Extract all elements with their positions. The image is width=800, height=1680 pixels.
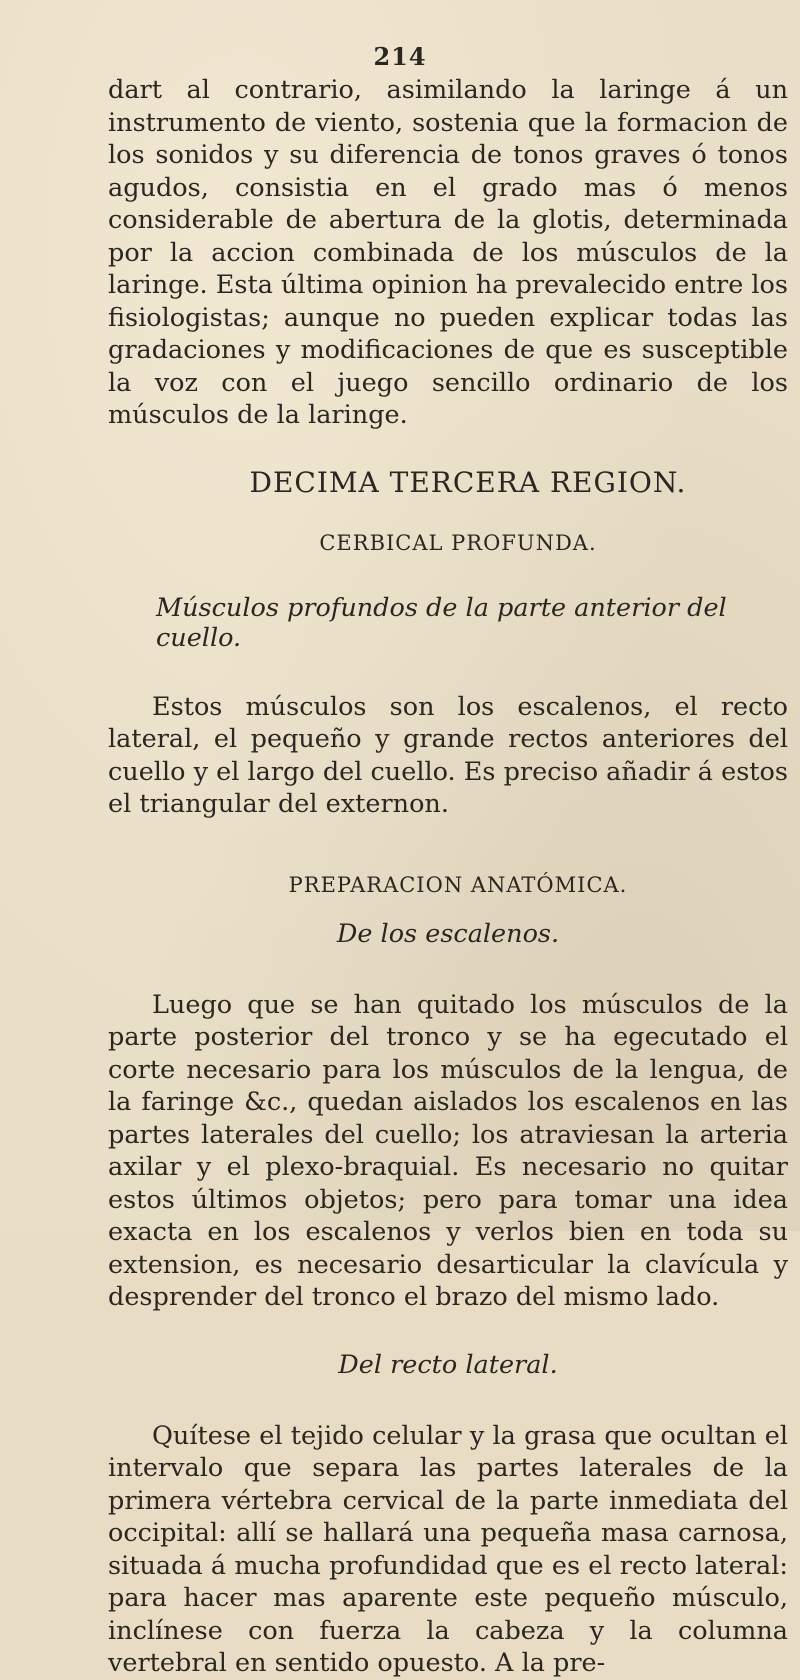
section-heading-region: DECIMA TERCERA REGION. — [249, 465, 687, 499]
section-heading-preparation: PREPARACION ANATÓMICA. — [288, 872, 628, 897]
section-heading-muscles: Músculos profundos de la parte anterior del cuello. — [156, 592, 727, 653]
paragraph-continuation: dart al contrario, asimilando la laringe á un instrumento de viento, sostenia que la formacion de los sonidos y su diferencia de tonos graves ó tonos agudos, consistia en el grado mas ó menos considerable de abertura de la glotis, determinada por la accion combinada de los músculos de la laringe. Esta última opinion ha prevalecido entre los fisiologistas; aunque no pueden explicar todas las gradaciones y modificaciones de que es susceptible la voz con el juego sencillo ordinario de los músculos de la laringe. — [108, 75, 788, 430]
paragraph-recto-lateral: Quítese el tejido celular y la grasa que ocultan el intervalo que separa las partes laterales de la primera vértebra cervical de la parte inmediata del occipital: allí se hallará una pequeña masa carnosa, situada á mucha profundidad que es el recto lateral: para hacer mas aparente este pequeño músculo, inclínese con fuerza la cabeza y la columna vertebral en sentido opuesto. A la pre- — [108, 1420, 788, 1678]
section-heading-escalenos: De los escalenos. — [336, 918, 560, 949]
section-heading-recto-lateral: Del recto lateral. — [338, 1349, 558, 1380]
paragraph-escalenos: Luego que se han quitado los músculos de la parte posterior del tronco y se ha egecutado el corte necesario para los músculos de la lengua, de la faringe &c., quedan aislados los escalenos en las partes laterales del cuello; los atraviesan la arteria axilar y el plexo-braquial. Es necesario no quitar estos últimos objetos; pero para tomar una idea exacta en los escalenos y verlos bien en toda su extension, es necesario desarticular la clavícula y desprender del tronco el brazo del mismo lado. — [108, 989, 788, 1312]
page-number: 214 — [373, 42, 427, 71]
section-subheading-cervical: CERBICAL PROFUNDA. — [319, 530, 597, 555]
page-content — [108, 74, 788, 1680]
paragraph-muscles-list: Estos músculos son los escalenos, el recto lateral, el pequeño y grande rectos anteriores del cuello y el largo del cuello. Es preciso añadir á estos el triangular del externon. — [108, 691, 788, 819]
